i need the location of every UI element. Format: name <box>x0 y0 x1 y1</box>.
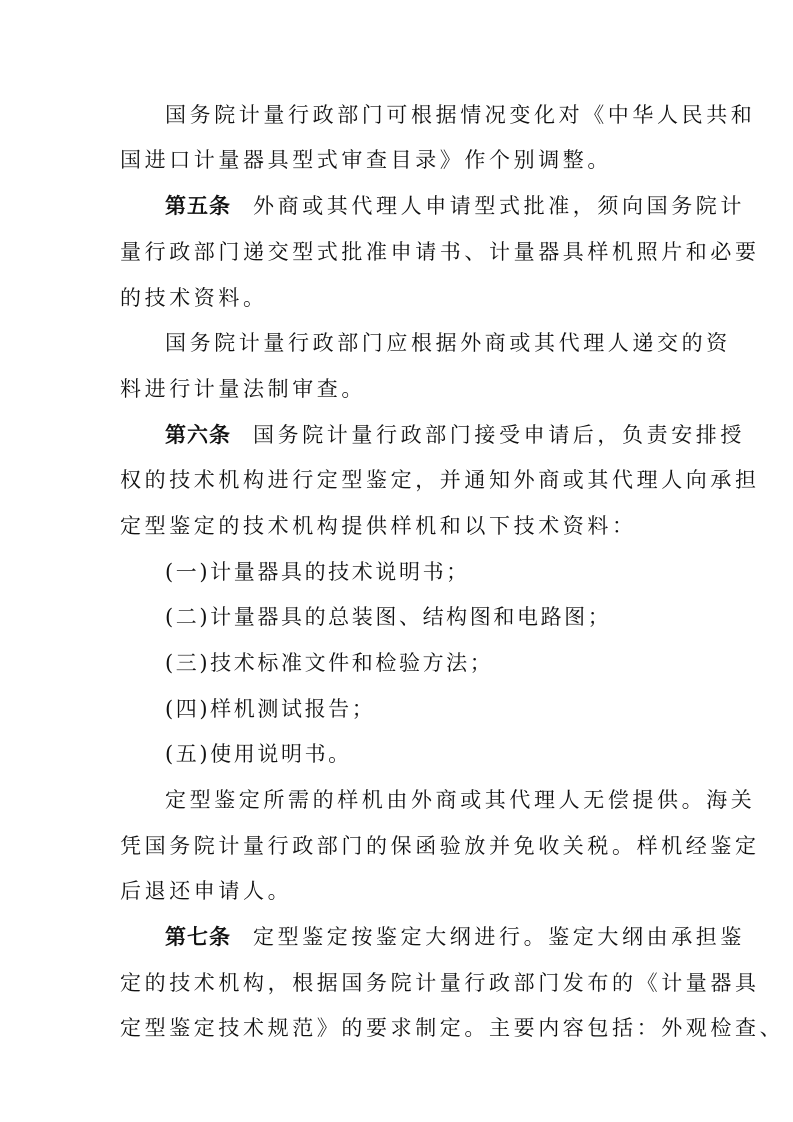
line-text: (二)计量器具的总装图、结构图和电路图； <box>165 605 612 629</box>
line-text: 国务院计量行政部门可根据情况变化对《中华人民共和 <box>165 103 756 127</box>
line-text: 定型鉴定所需的样机由外商或其代理人无偿提供。海关 <box>165 788 756 812</box>
line-text: 量行政部门递交型式批准申请书、计量器具样机照片和必要 <box>120 240 760 264</box>
paragraph-line <box>165 95 756 135</box>
paragraph-line <box>120 232 760 272</box>
paragraph-line <box>120 1008 785 1048</box>
paragraph-line <box>120 871 680 911</box>
line-text: 料进行计量法制审查。 <box>120 377 366 401</box>
line-text: 凭国务院计量行政部门的保函验放并免收关税。样机经鉴定 <box>120 834 760 858</box>
line-text: 定型鉴定的技术机构提供样机和以下技术资料： <box>120 514 637 538</box>
list-item <box>165 643 725 683</box>
paragraph-line <box>165 323 731 363</box>
line-text: 的技术资料。 <box>120 286 268 310</box>
list-item <box>165 689 725 729</box>
paragraph-line <box>120 140 680 180</box>
line-text: 后退还申请人。 <box>120 879 293 903</box>
article-7-heading-line <box>165 917 745 957</box>
paragraph-line <box>120 460 760 500</box>
list-item <box>165 552 725 592</box>
paragraph-line <box>120 278 680 318</box>
line-text: (四)样机测试报告； <box>165 697 376 721</box>
line-text: (三)技术标准文件和检验方法； <box>165 651 494 675</box>
line-text: 定型鉴定技术规范》的要求制定。主要内容包括：外观检查、 <box>120 1016 785 1040</box>
paragraph-line <box>120 963 760 1003</box>
article-7-label: 第七条 <box>165 925 231 949</box>
article-6-heading-line <box>165 415 745 455</box>
line-text: 外商或其代理人申请型式批准，须向国务院计 <box>253 194 745 218</box>
line-text: 国务院计量行政部门应根据外商或其代理人递交的资 <box>165 331 731 355</box>
paragraph-line <box>165 780 756 820</box>
line-text: 国进口计量器具型式审查目录》作个别调整。 <box>120 148 612 172</box>
line-text: 权的技术机构进行定型鉴定，并通知外商或其代理人向承担 <box>120 468 760 492</box>
list-item <box>165 734 725 774</box>
line-text: 定型鉴定按鉴定大纲进行。鉴定大纲由承担鉴 <box>253 925 745 949</box>
article-6-label: 第六条 <box>165 423 231 447</box>
paragraph-line <box>120 826 760 866</box>
line-text: (五)使用说明书。 <box>165 742 352 766</box>
paragraph-line <box>120 369 680 409</box>
line-text: 国务院计量行政部门接受申请后，负责安排授 <box>253 423 745 447</box>
line-text: (一)计量器具的技术说明书； <box>165 560 470 584</box>
article-5-heading-line <box>165 186 745 226</box>
article-5-label: 第五条 <box>165 194 231 218</box>
line-text: 定的技术机构，根据国务院计量行政部门发布的《计量器具 <box>120 971 760 995</box>
paragraph-line <box>120 506 680 546</box>
list-item <box>165 597 725 637</box>
